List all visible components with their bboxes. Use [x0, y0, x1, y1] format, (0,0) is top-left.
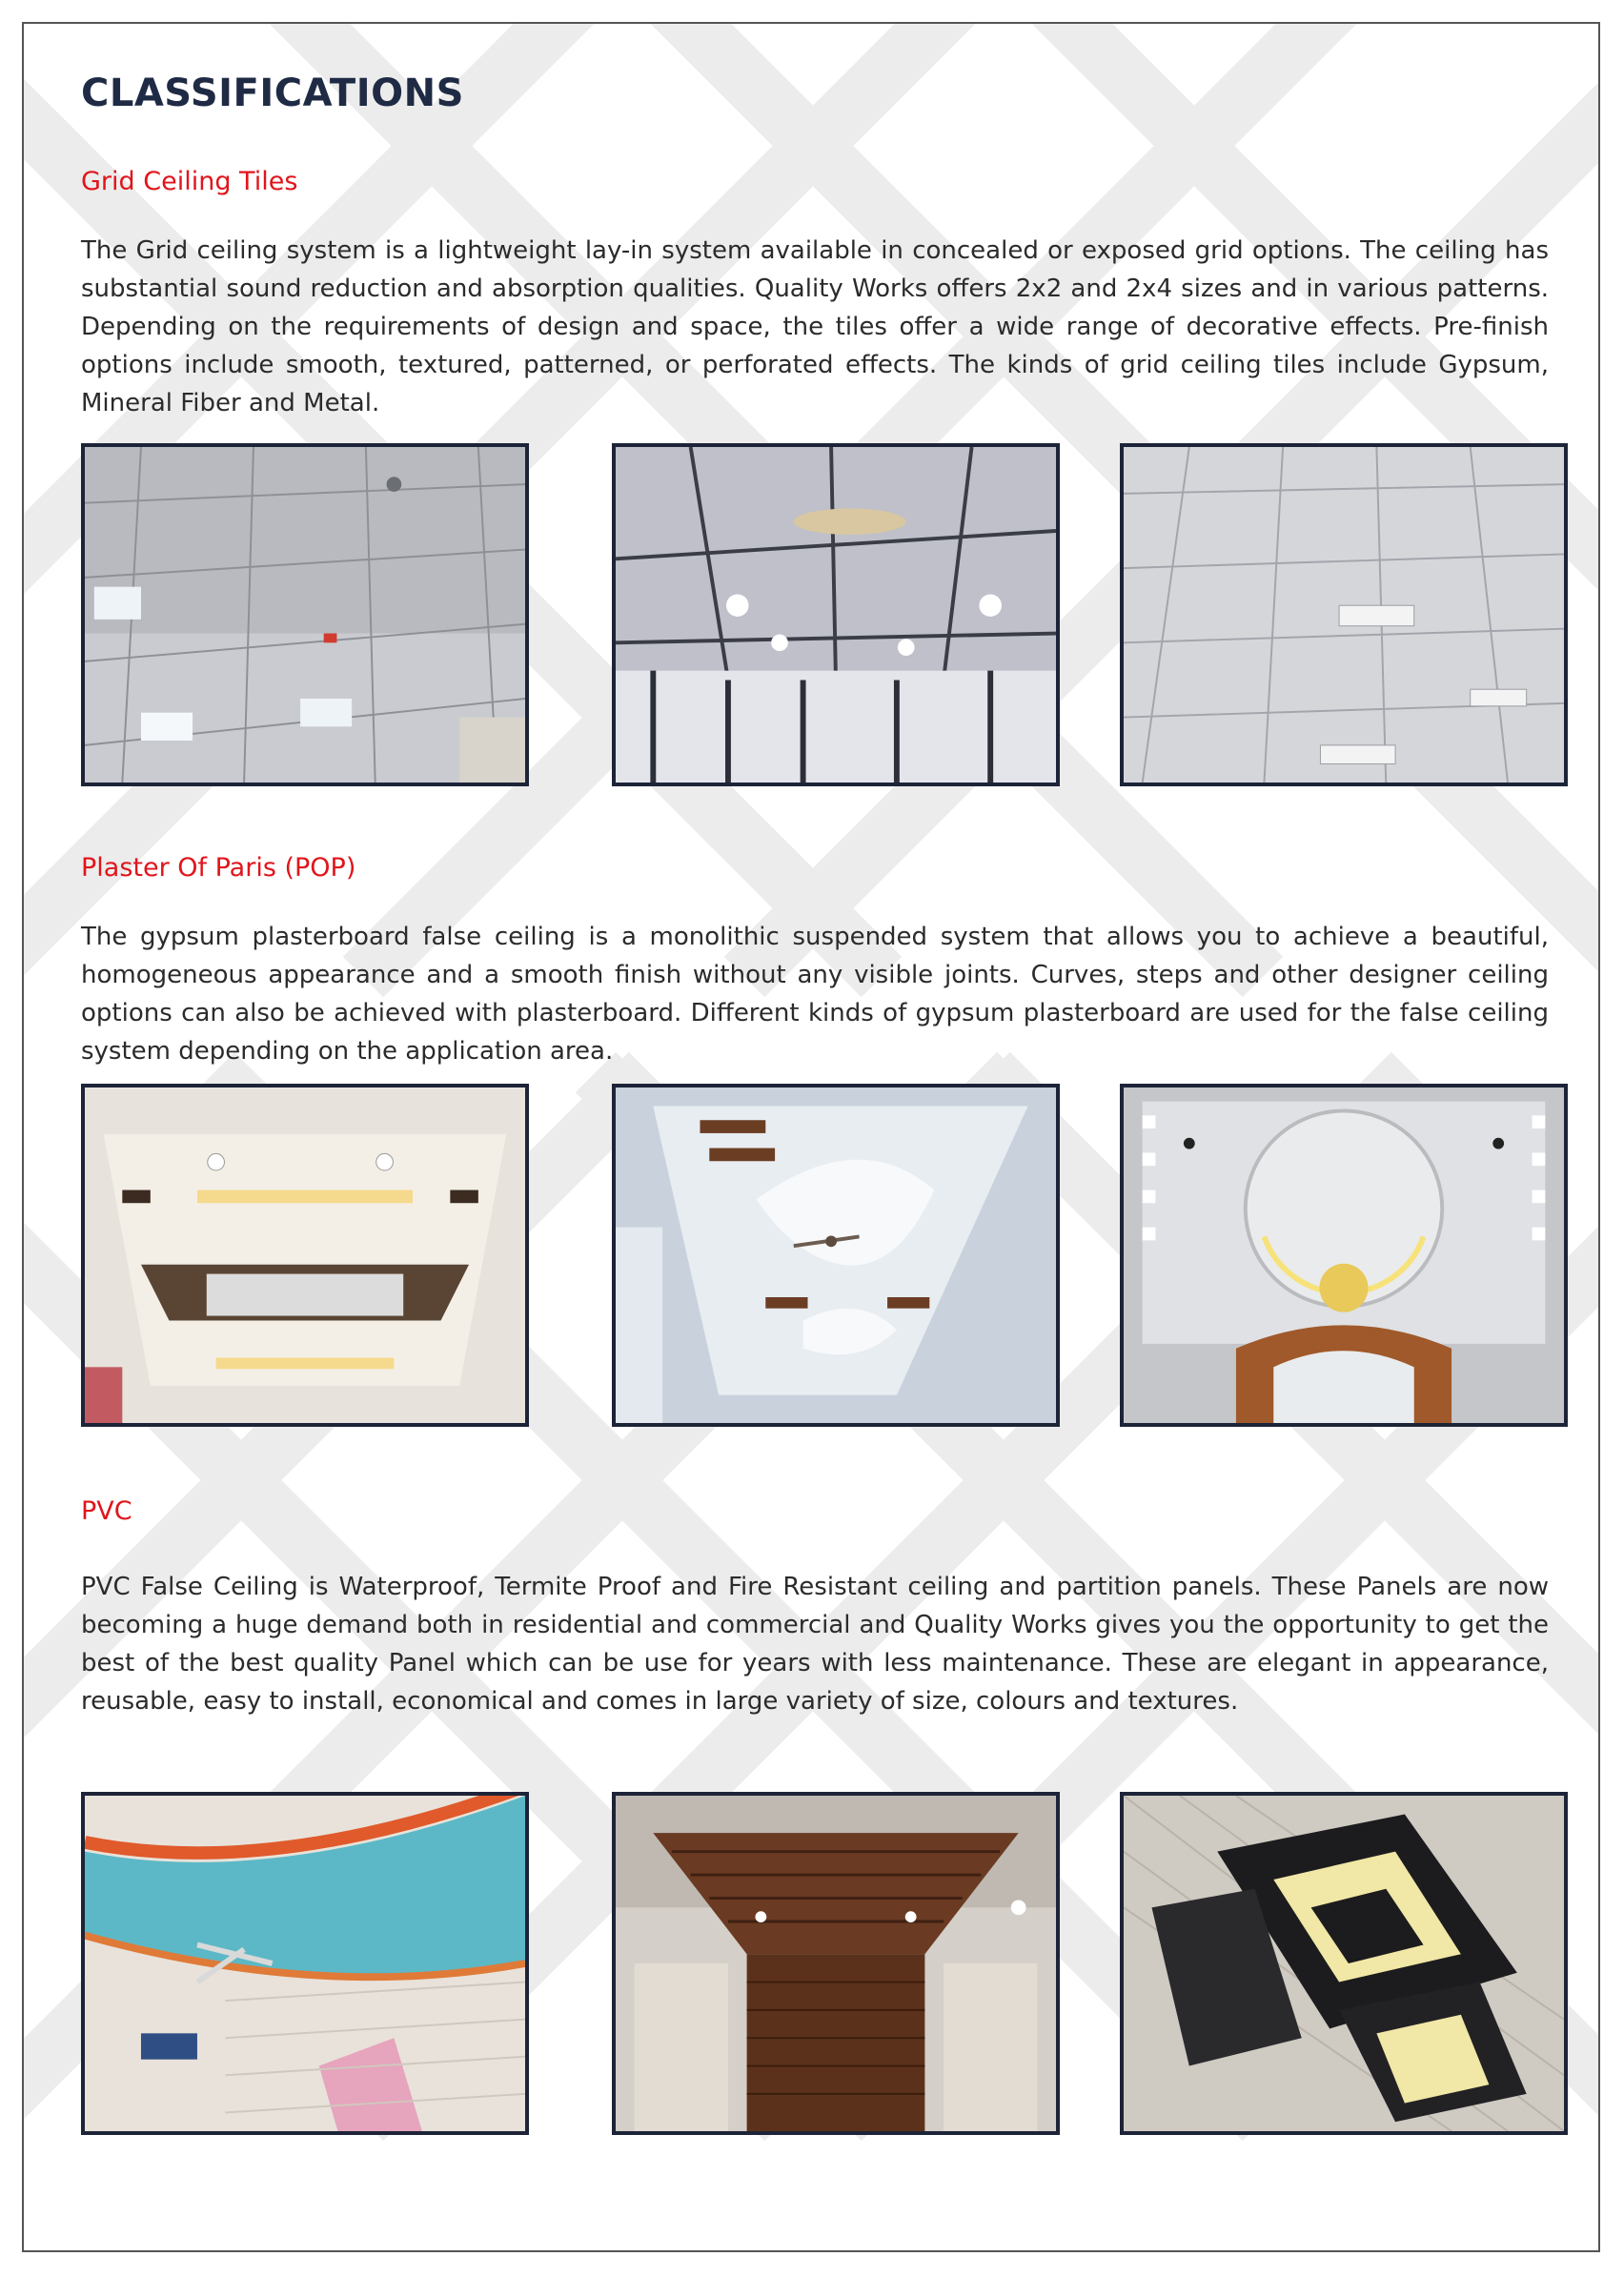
grid-ceiling-photo-2	[612, 443, 1060, 786]
page-frame	[22, 22, 1600, 2252]
grid-ceiling-photo-3	[1120, 443, 1568, 786]
section-heading-pvc: PVC	[81, 1496, 132, 1526]
section-heading-grid-ceiling: Grid Ceiling Tiles	[81, 167, 298, 196]
pvc-ceiling-photo-2	[612, 1792, 1060, 2135]
pop-ceiling-photo-3	[1120, 1084, 1568, 1427]
section-body-pop: The gypsum plasterboard false ceiling is a monolithic suspended system that allows you to achieve a beautiful, homogeneous appearance and a smooth finish without any visible joints. Curves, steps and other designer ceiling options can also be achieved with plasterboard. Different kinds of gypsum plasterboard are used for the false ceiling system depending on the application area.	[81, 923, 1549, 1066]
section-heading-pop: Plaster Of Paris (POP)	[81, 853, 356, 883]
section-body-pvc: PVC False Ceiling is Waterproof, Termite Proof and Fire Resistant ceiling and partition panels. These Panels are now becoming a huge demand both in residential and commercial and Quality Works gives you the opportunity to get the best of the best quality Panel which can be use for years with less maintenance. These are elegant in appearance, reusable, easy to install, economical and comes in large variety of size, colours and textures.	[81, 1573, 1549, 1716]
page-title: CLASSIFICATIONS	[81, 71, 464, 115]
pop-ceiling-photo-2	[612, 1084, 1060, 1427]
pop-ceiling-photo-1	[81, 1084, 529, 1427]
grid-ceiling-photo-1	[81, 443, 529, 786]
section-body-grid-ceiling: The Grid ceiling system is a lightweight lay-in system available in concealed or exposed grid options. The ceiling has substantial sound reduction and absorption qualities. Quality Works offers 2x2 and 2x4 sizes and in various patterns. Depending on the requirements of design and space, the tiles offer a wide range of decorative effects. Pre-finish options include smooth, textured, patterned, or perforated effects. The kinds of grid ceiling tiles include Gypsum, Mineral Fiber and Metal.	[81, 236, 1549, 417]
pvc-ceiling-photo-1	[81, 1792, 529, 2135]
pvc-ceiling-photo-3	[1120, 1792, 1568, 2135]
